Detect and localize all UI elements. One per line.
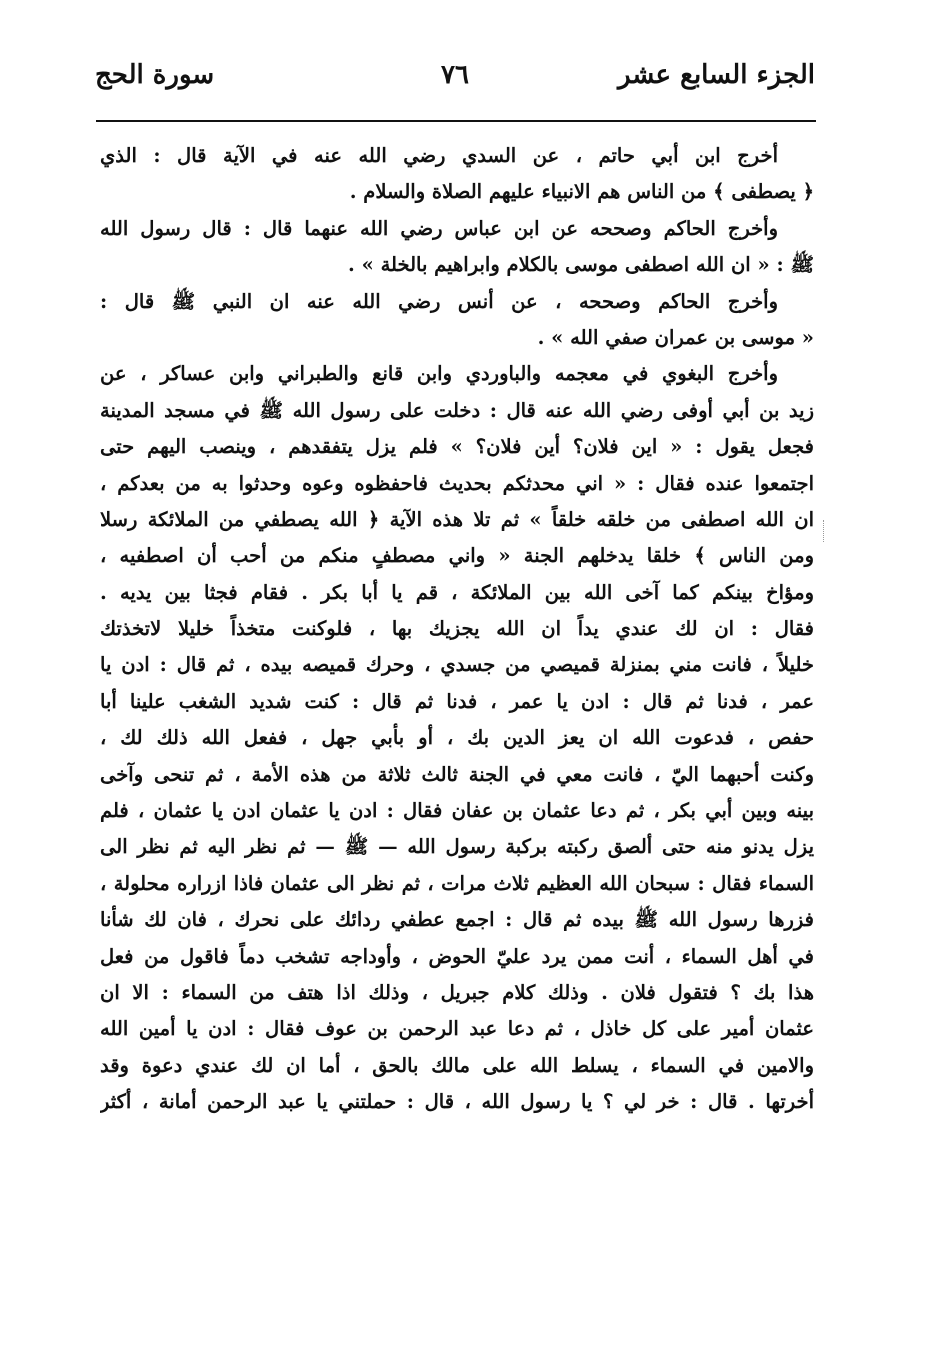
text-line: زيد بن أبي أوفى رضي الله عنه قال : دخلت على رسول الله ﷺ في مسجد المدينة [100, 398, 814, 422]
text-line: فقال : ان لك عندي يداً ان الله يجزيك بها ، فلوكنت متخذاً خليلا لاتخذتك [100, 617, 814, 641]
margin-mark [823, 520, 824, 542]
text-line: « موسى بن عمران صفي الله » . [537, 325, 814, 349]
text-line: بينه وبين أبي بكر ، ثم دعا عثمان بن عفان فقال : ادن يا عثمان ادن يا عثمان ، فلم [100, 799, 814, 823]
page-number: ٧٦ [441, 60, 469, 90]
running-header [95, 60, 815, 110]
body-text [100, 138, 814, 1121]
text-line: حفص ، فدعوت الله ان يعز الدين بك ، أو بأبي جهل ، ففعل الله ذلك لك ، [100, 726, 814, 750]
text-line: السماء فقال : سبحان الله العظيم ثلاث مرات ، ثم نظر الى عثمان فاذا ازراره محلولة ، [100, 871, 814, 895]
text-line: ان الله اصطفى من خلقه خلقاً » ثم تلا هذه الآية ﴿ الله يصطفي من الملائكة رسلا [100, 507, 814, 531]
text-line: أخرج ابن أبي حاتم ، عن السدي رضي الله عنه في الآية قال : الذي [100, 144, 778, 167]
text-line: فزرها رسول الله ﷺ بيده ثم قال : اجمع عطفي ردائك على نحرك ، فان لك شأنا [100, 908, 814, 932]
text-line: ﴿ يصطفى ﴾ من الناس هم الانبياء عليهم الصلاة والسلام . [349, 180, 814, 204]
text-line: أخرتها . قال : خر لي ؟ يا رسول الله ، قال : حملتني يا عبد الرحمن أمانة ، أكثر [100, 1090, 814, 1114]
text-line: ﷺ : « ان الله اصطفى موسى بالكلام وابراهيم بالخلة » . [348, 253, 814, 277]
text-line: وكنت أحبهما اليّ ، فانت معي في الجنة ثالث ثلاثة من هذه الأمة ، ثم تنحى وآخى [100, 762, 814, 786]
header-rule [96, 120, 816, 122]
text-line: وأخرج الحاكم وصححه عن ابن عباس رضي الله عنهما قال : قال رسول الله [100, 216, 778, 240]
text-line: وأخرج الحاكم وصححه ، عن أنس رضي الله عنه ان النبي ﷺ قال : [100, 289, 778, 313]
text-line: خليلاً ، فانت مني بمنزلة قميصي من جسدي ، وحرك قميصه بيده ، ثم قال : ادن يا [100, 653, 814, 677]
text-line: والامين في السماء ، يسلط الله على مالك بالحق ، أما ان لك عندي دعوة وقد [100, 1053, 814, 1077]
part-title: الجزء السابع عشر [618, 60, 815, 90]
text-line: وأخرج البغوي في معجمه والباوردي وابن قانع والطبراني وابن عساكر ، عن [100, 362, 778, 386]
surah-title: سورة الحج [95, 60, 215, 90]
text-line: اجتمعوا عنده فقال : « اني محدثكم بحديث فاحفظوه وعوه وحدثوا به من بعدكم ، [100, 471, 814, 495]
text-line: عثمان أمير على كل خاذل ، ثم دعا عبد الرحمن بن عوف فقال : ادن يا أمين الله [100, 1017, 814, 1041]
text-line: يزل يدنو منه حتى ألصق ركبته بركبة رسول الله — ﷺ — ثم نظر اليه ثم نظر الى [100, 835, 814, 859]
text-line: هذا بك ؟ فتقول فلان . وذلك كلام جبريل ، وذلك اذا هتف من السماء : الا ان [100, 980, 814, 1004]
text-line: ومؤاخ بينكم كما آخى الله بين الملائكة ، قم يا أبا بكر . فقام فجثا بين يديه . [100, 580, 814, 604]
text-line: ومن الناس ﴾ خلقا يدخلهم الجنة « واني مصطفٍ منكم من أحب أن اصطفيه ، [100, 544, 814, 568]
text-line: عمر ، فدنا ثم قال : ادن يا عمر ، فدنا ثم قال : كنت شديد الشغب علينا أبا [100, 689, 814, 713]
text-line: فجعل يقول : « اين فلان؟ أين فلان؟ » فلم يزل يتفقدهم ، وينصب اليهم حتى [100, 435, 814, 459]
text-line: في أهل السماء ، أنت ممن يرد عليّ الحوض ، وأوداجه تشخب دماً فاقول من فعل [100, 944, 814, 968]
